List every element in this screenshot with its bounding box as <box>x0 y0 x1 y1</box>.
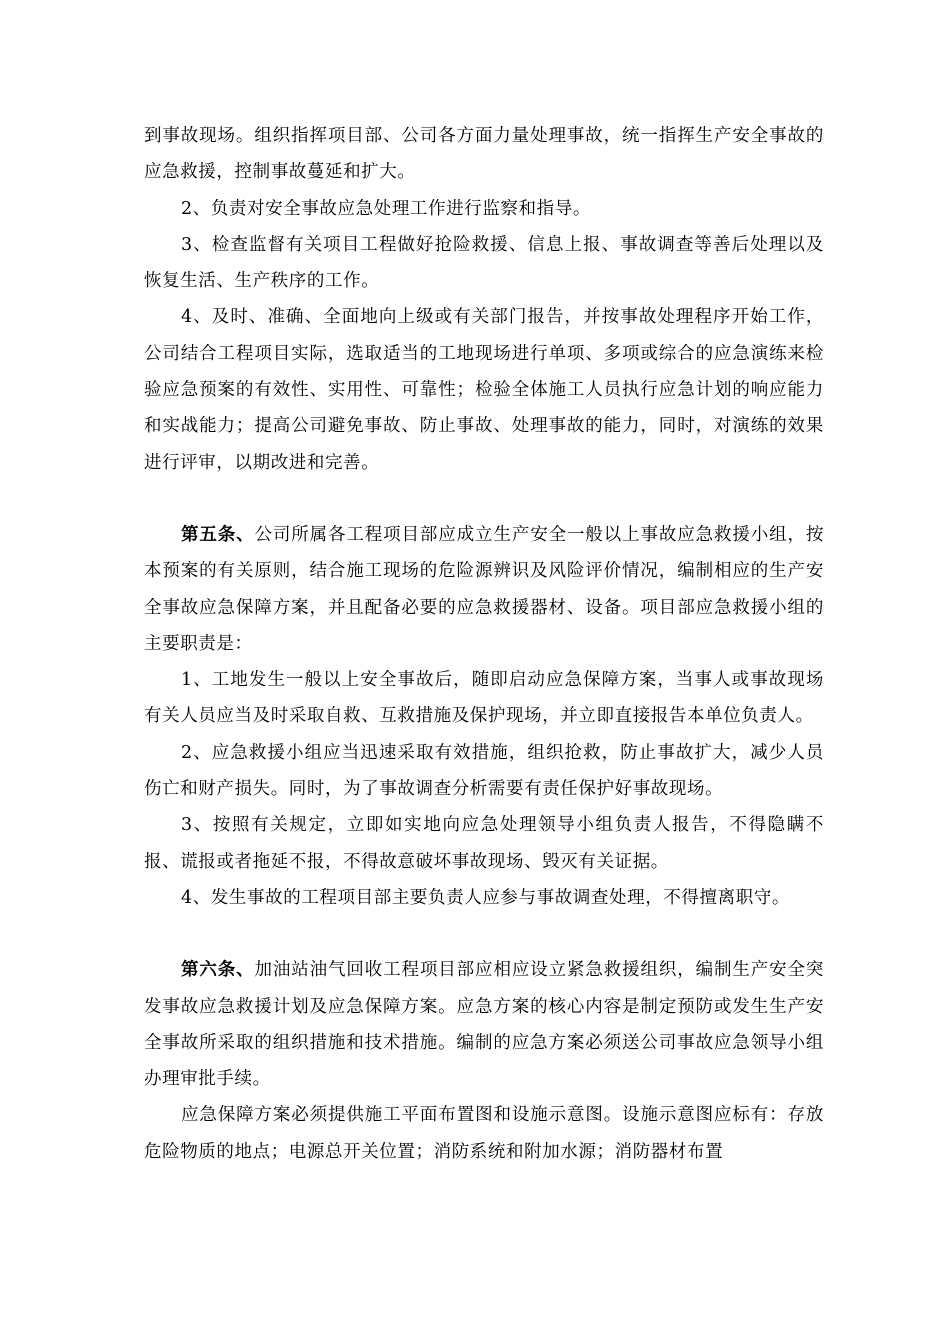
paragraph-item-1 <box>144 662 824 735</box>
paragraph-text: 加油站油气回收工程项目部应相应设立紧急救援组织，编制生产安全突发事故应急救援计划及应急保障方案。应急方案的核心内容是制定预防或发生生产安全事故所采取的组织措施和技术措施。编制的应急方案必须送公司事故应急领导小组办理审批手续。 <box>144 960 824 1090</box>
paragraph-text: 1、工地发生一般以上安全事故后，随即启动应急保障方案，当事人或事故现场有关人员应当及时采取自救、互救措施及保护现场，并立即直接报告本单位负责人。 <box>144 670 824 727</box>
article-six-paragraph <box>144 952 824 1097</box>
paragraph-text: 2、负责对安全事故应急处理工作进行监察和指导。 <box>181 198 591 219</box>
paragraph-continuation <box>144 118 824 191</box>
paragraph-emergency-plan <box>144 1097 824 1170</box>
paragraph-text: 应急保障方案必须提供施工平面布置图和设施示意图。设施示意图应标有：存放危险物质的地点；电源总开关位置；消防系统和附加水源；消防器材布置 <box>144 1105 824 1162</box>
paragraph-text: 4、发生事故的工程项目部主要负责人应参与事故调查处理，不得擅离职守。 <box>181 887 791 908</box>
paragraph-text: 3、按照有关规定，立即如实地向应急处理领导小组负责人报告，不得隐瞒不报、谎报或者拖延不报，不得故意破坏事故现场、毁灭有关证据。 <box>144 815 824 872</box>
document-body <box>144 118 824 1170</box>
article-six-label: 第六条、 <box>181 960 255 981</box>
paragraph-item-4 <box>144 299 824 480</box>
paragraph-item-2 <box>144 735 824 808</box>
paragraph-item-3 <box>144 807 824 880</box>
paragraph-text: 4、及时、准确、全面地向上级或有关部门报告，并按事故处理程序开始工作，公司结合工程项目实际，选取适当的工地现场进行单项、多项或综合的应急演练来检验应急预案的有效性、实用性、可靠性；检验全体施工人员执行应急计划的响应能力和实战能力；提高公司避免事故、防止事故、处理事故的能力，同时，对演练的效果进行评审，以期改进和完善。 <box>144 307 824 473</box>
paragraph-text: 公司所属各工程项目部应成立生产安全一般以上事故应急救援小组，按本预案的有关原则，结合施工现场的危险源辨识及风险评价情况，编制相应的生产安全事故应急保障方案，并且配备必要的应急救援器材、设备。项目部应急救援小组的主要职责是： <box>144 524 824 654</box>
paragraph-item-3 <box>144 227 824 300</box>
paragraph-text: 3、检查监督有关项目工程做好抢险救援、信息上报、事故调查等善后处理以及恢复生活、生产秩序的工作。 <box>144 234 824 292</box>
paragraph-item-2 <box>144 191 824 227</box>
paragraph-text: 2、应急救援小组应当迅速采取有效措施，组织抢救，防止事故扩大，减少人员伤亡和财产损失。同时，为了事故调查分析需要有责任保护好事故现场。 <box>144 742 824 800</box>
paragraph-item-4 <box>144 880 824 916</box>
article-five-label: 第五条、 <box>181 524 255 545</box>
article-five-paragraph <box>144 517 824 662</box>
paragraph-text: 到事故现场。组织指挥项目部、公司各方面力量处理事故，统一指挥生产安全事故的应急救援，控制事故蔓延和扩大。 <box>144 126 824 183</box>
